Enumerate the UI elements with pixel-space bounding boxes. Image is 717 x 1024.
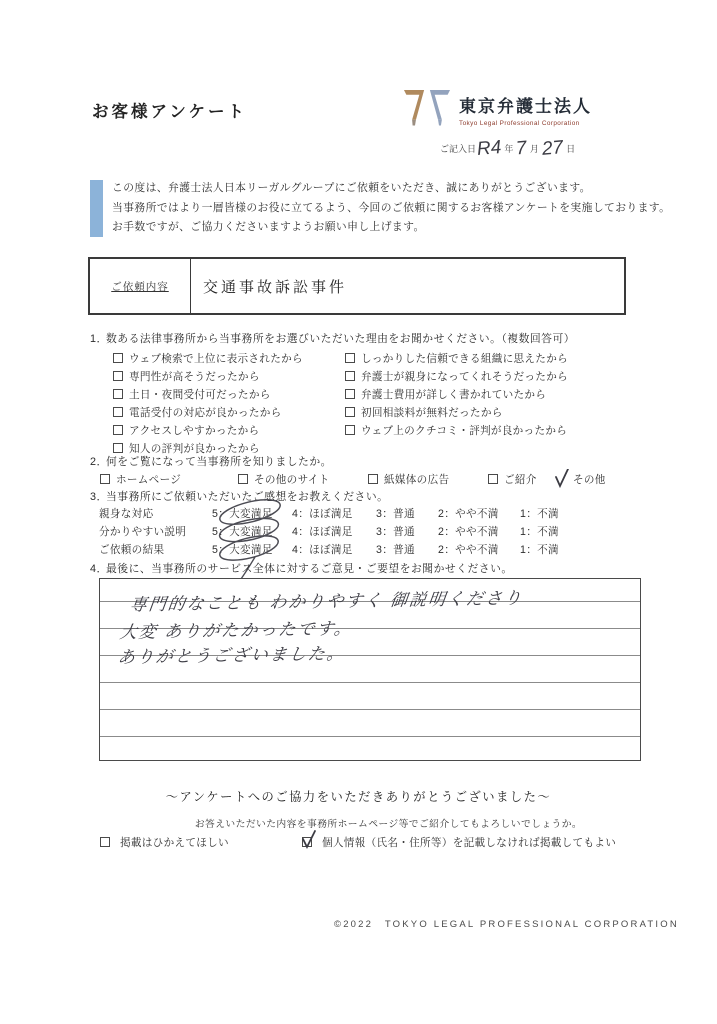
q2-title: 何をご覧になって当事務所を知りましたか。: [106, 456, 332, 468]
checkbox-icon: [100, 474, 110, 484]
rating-option: 4：ほぼ満足: [292, 507, 353, 520]
publish-option-label: 掲載はひかえてほしい: [120, 836, 229, 849]
company-subname: Tokyo Legal Professional Corporation: [459, 120, 580, 127]
q1-option: [345, 349, 568, 367]
checkbox-icon: [100, 837, 110, 847]
checkbox-icon: [113, 353, 123, 363]
q2-option-label: ホームページ: [116, 473, 182, 486]
handwritten-comment-line-1: 専門的なことも わかりやすく 御説明くださり: [128, 588, 525, 615]
checkbox-icon: [345, 389, 355, 399]
q1-option: [113, 367, 303, 385]
comment-box: [99, 578, 641, 761]
q2-option-checked: [554, 469, 606, 489]
request-label: ご依頼内容: [111, 280, 169, 293]
fill-date-day-handwritten: 27: [541, 137, 564, 160]
checkbox-icon: [488, 474, 498, 484]
q2-option: [238, 472, 368, 487]
q1-option: [345, 403, 568, 421]
rating-row-label: 分かりやすい説明: [99, 525, 187, 538]
publish-option-decline: [100, 833, 229, 851]
request-label-cell: [90, 259, 191, 313]
rating-row: [99, 540, 578, 558]
fill-date-unit-month: 月: [529, 144, 539, 154]
q2-option-label: 紙媒体の広告: [384, 473, 450, 486]
q2-option-label: ご紹介: [504, 473, 537, 486]
publish-option-accept-anonymous: [302, 833, 616, 851]
handwritten-check-icon: [301, 829, 317, 849]
q1-number: 1．: [90, 333, 108, 345]
q2-heading: [90, 454, 332, 469]
q1-option: [345, 367, 568, 385]
checkbox-icon: [368, 474, 378, 484]
q1-option: [113, 403, 303, 421]
q1-option-label: 土日・夜間受付可だったから: [129, 388, 271, 401]
checkbox-icon: [113, 443, 123, 453]
q2-option: [100, 472, 238, 487]
checkbox-icon: [113, 389, 123, 399]
q1-heading: [90, 331, 575, 346]
handwritten-comment-line-2: 大変 ありがたかったです。: [118, 618, 355, 643]
intro-line-3: お手数ですが、ご協力くださいますようお願い申し上げます。: [112, 221, 425, 233]
rating-option: 3：普通: [376, 543, 415, 556]
rating-option: 1：不満: [520, 507, 559, 520]
q3-title: 当事務所にご依頼いただいたご感想をお教えください。: [106, 491, 389, 503]
rating-option: 5：大変満足: [212, 525, 273, 538]
q1-option: [345, 385, 568, 403]
checkbox-icon: [113, 425, 123, 435]
fill-date-era-year-handwritten: R4: [476, 136, 503, 161]
rating-row-label: 親身な対応: [99, 507, 154, 520]
company-logo-icon: [403, 88, 451, 140]
q1-options-right: [345, 349, 568, 439]
q1-title: 数ある法律事務所から当事務所をお選びいただいた理由をお聞かせください。（複数回答可）: [106, 333, 576, 345]
fill-date-month-handwritten: 7: [515, 137, 528, 160]
q1-option-label: アクセスしやすかったから: [129, 424, 260, 437]
checkbox-icon: [345, 371, 355, 381]
q3-number: 3．: [90, 491, 108, 503]
rating-option: 2：やや不満: [438, 507, 499, 520]
q2-option-label: その他のサイト: [254, 473, 330, 486]
rating-option: 5：大変満足: [212, 507, 273, 520]
q1-option-label: 知人の評判が良かったから: [129, 442, 260, 455]
q2-option-label: その他: [573, 473, 606, 486]
intro-accent-bar: [90, 180, 103, 237]
ruled-line: [100, 736, 640, 737]
q1-option-label: 電話受付の対応が良かったから: [129, 406, 282, 419]
q1-option-label: しっかりした信頼できる組織に思えたから: [361, 352, 568, 365]
fill-date: [440, 136, 577, 161]
thanks-message: ～アンケートへのご協力をいただきありがとうございました～: [165, 790, 552, 804]
rating-option: 3：普通: [376, 507, 415, 520]
publish-question: お答えいただいた内容を事務所ホームページ等でご紹介してもよろしいでしょうか。: [194, 819, 583, 830]
request-value: 交通事故訴訟事件: [203, 278, 348, 296]
checkbox-icon: [345, 407, 355, 417]
rating-row: [99, 504, 578, 522]
publish-option-label: 個人情報（氏名・住所等）を記載しなければ掲載してもよい: [322, 836, 617, 849]
q4-heading: [90, 561, 513, 576]
request-content-box: [88, 257, 626, 315]
intro-line-2: 当事務所ではより一層皆様のお役に立てるよう、今回のご依頼に関するお客様アンケートを実施しております。: [112, 201, 671, 214]
copyright: ©2022 TOKYO LEGAL PROFESSIONAL CORPORATION: [334, 919, 679, 930]
checkbox-icon: [345, 353, 355, 363]
rating-option: 4：ほぼ満足: [292, 543, 353, 556]
checkbox-icon: [238, 474, 248, 484]
checkbox-icon: [345, 425, 355, 435]
q2-option: [488, 472, 554, 487]
q4-number: 4．: [90, 563, 108, 575]
handwritten-comment-line-3: ありがとうございました。: [116, 643, 347, 668]
q1-option-label: 弁護士が親身になってくれそうだったから: [361, 370, 568, 383]
q1-option-label: ウェブ上のクチコミ・評判が良かったから: [361, 424, 568, 437]
q3-heading: [90, 489, 388, 504]
q3-rating-rows: [99, 504, 578, 558]
handwritten-check-icon: [554, 469, 570, 489]
company-logo: [403, 88, 592, 140]
q1-option-label: 初回相談料が無料だったから: [361, 406, 503, 419]
rating-option: 1：不満: [520, 525, 559, 538]
intro-line-1: この度は、弁護士法人日本リーガルグループにご依頼をいただき、誠にありがとうございます。: [112, 182, 591, 194]
company-logo-text: [459, 88, 592, 127]
q1-option-label: 弁護士費用が詳しく書かれていたから: [361, 388, 547, 401]
q2-option: [368, 472, 488, 487]
checkbox-icon: [302, 837, 312, 847]
q1-option: [113, 385, 303, 403]
q2-number: 2．: [90, 456, 108, 468]
fill-date-unit-day: 日: [566, 144, 576, 154]
fill-date-label: ご記入日: [440, 144, 477, 154]
rating-option: 1：不満: [520, 543, 559, 556]
q2-options: [100, 470, 606, 488]
rating-option: 4：ほぼ満足: [292, 525, 353, 538]
ruled-line: [100, 682, 640, 683]
q1-option: [113, 421, 303, 439]
checkbox-icon: [113, 371, 123, 381]
fill-date-unit-year: 年: [504, 144, 514, 154]
rating-option: 2：やや不満: [438, 525, 499, 538]
intro-paragraph: [112, 179, 670, 238]
rating-row: [99, 522, 578, 540]
q1-option: [345, 421, 568, 439]
checkbox-icon: [113, 407, 123, 417]
q1-option-label: 専門性が高そうだったから: [129, 370, 260, 383]
ruled-line: [100, 709, 640, 710]
q4-title: 最後に、当事務所のサービス全体に対するご意見・ご要望をお聞かせください。: [106, 563, 513, 575]
q1-option: [113, 349, 303, 367]
rating-option: 5：大変満足: [212, 543, 273, 556]
rating-option: 2：やや不満: [438, 543, 499, 556]
q1-option-label: ウェブ検索で上位に表示されたから: [129, 352, 303, 365]
rating-option: 3：普通: [376, 525, 415, 538]
rating-row-label: ご依頼の結果: [99, 543, 165, 556]
company-name: 東京弁護士法人: [459, 97, 592, 116]
q1-options-left: [113, 349, 303, 457]
page-title: お客様アンケート: [92, 103, 248, 121]
